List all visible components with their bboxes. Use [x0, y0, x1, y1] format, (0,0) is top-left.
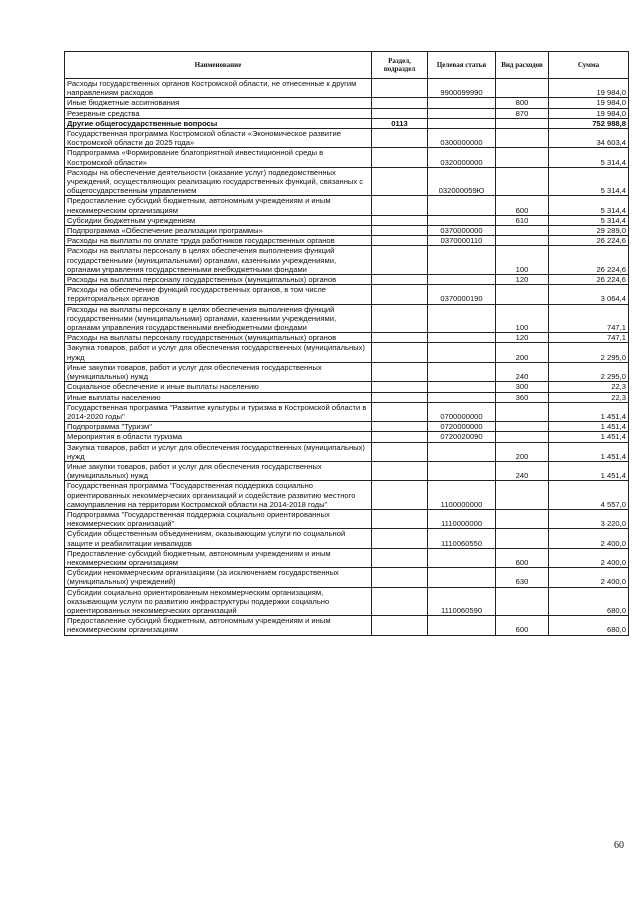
table-row [65, 79, 629, 98]
cell-target [428, 215, 496, 225]
cell-target [428, 442, 496, 461]
cell-kind [496, 432, 549, 442]
cell-name: Расходы на выплаты по оплате труда работников государственных органов [65, 236, 372, 246]
cell-kind [496, 118, 549, 128]
cell-sum: 1 451,4 [549, 402, 629, 421]
cell-kind: 200 [496, 442, 549, 461]
cell-name: Субсидии общественным объединениям, оказывающим услуги по социальной защите и реабилитации инвалидов [65, 529, 372, 548]
cell-kind: 240 [496, 362, 549, 381]
cell-sum: 34 603,4 [549, 129, 629, 148]
table-row [65, 422, 629, 432]
cell-target: 0370000190 [428, 285, 496, 304]
cell-section [372, 529, 428, 548]
cell-kind: 870 [496, 108, 549, 118]
cell-kind [496, 529, 549, 548]
cell-name: Закупка товаров, работ и услуг для обеспечения государственных (муниципальных) нужд [65, 442, 372, 461]
table-body [65, 79, 629, 636]
cell-kind [496, 509, 549, 528]
cell-name: Расходы на обеспечение деятельности (оказание услуг) подведомственных учреждений, осуществляющих реализацию государственных функций, связанных с общегосударственным управлением [65, 167, 372, 196]
cell-section [372, 98, 428, 108]
cell-name: Подпрограмма «Формирование благоприятной инвестиционной среды в Костромской области» [65, 148, 372, 167]
cell-target: 1110000000 [428, 509, 496, 528]
cell-kind: 120 [496, 333, 549, 343]
cell-target: 0700000000 [428, 402, 496, 421]
cell-section [372, 616, 428, 635]
cell-section [372, 509, 428, 528]
table-row [65, 616, 629, 635]
cell-name: Закупка товаров, работ и услуг для обеспечения государственных (муниципальных) нужд [65, 343, 372, 362]
cell-section: 0113 [372, 118, 428, 128]
cell-kind: 240 [496, 461, 549, 480]
cell-name: Расходы на выплаты персоналу государственных (муниципальных) органов [65, 333, 372, 343]
cell-sum: 680,0 [549, 587, 629, 616]
cell-section [372, 548, 428, 567]
page-number: 60 [614, 840, 624, 851]
cell-kind [496, 236, 549, 246]
table-row [65, 118, 629, 128]
table-row [65, 98, 629, 108]
cell-kind: 630 [496, 568, 549, 587]
cell-kind: 100 [496, 246, 549, 275]
cell-section [372, 432, 428, 442]
cell-sum: 22,3 [549, 392, 629, 402]
budget-table [64, 51, 629, 636]
cell-kind [496, 129, 549, 148]
cell-sum: 19 984,0 [549, 108, 629, 118]
table-row [65, 382, 629, 392]
cell-section [372, 196, 428, 215]
cell-target [428, 461, 496, 480]
cell-sum: 2 295,0 [549, 362, 629, 381]
header-target: Целевая статья [428, 52, 496, 79]
cell-name: Мероприятия в области туризма [65, 432, 372, 442]
cell-sum: 19 984,0 [549, 79, 629, 98]
table-row [65, 481, 629, 510]
cell-target [428, 304, 496, 333]
cell-section [372, 343, 428, 362]
cell-name: Предоставление субсидий бюджетным, автономным учреждениям и иным некоммерческим организациям [65, 616, 372, 635]
table-row [65, 285, 629, 304]
cell-target [428, 118, 496, 128]
cell-target: 1100000000 [428, 481, 496, 510]
cell-name: Подпрограмма "Государственная поддержка социально ориентированных некоммерческих организаций" [65, 509, 372, 528]
cell-section [372, 402, 428, 421]
cell-sum: 26 224,6 [549, 275, 629, 285]
cell-sum: 680,0 [549, 616, 629, 635]
table-row [65, 167, 629, 196]
header-kind: Вид расходов [496, 52, 549, 79]
table-row [65, 548, 629, 567]
cell-kind [496, 422, 549, 432]
table-row [65, 226, 629, 236]
cell-target [428, 108, 496, 118]
cell-target [428, 196, 496, 215]
cell-kind [496, 481, 549, 510]
header-name: Наименование [65, 52, 372, 79]
cell-kind: 360 [496, 392, 549, 402]
cell-sum: 4 557,0 [549, 481, 629, 510]
cell-kind [496, 79, 549, 98]
table-row [65, 246, 629, 275]
cell-name: Иные закупки товаров, работ и услуг для обеспечения государственных (муниципальных) нужд [65, 461, 372, 480]
cell-section [372, 215, 428, 225]
table-header-row [65, 52, 629, 79]
cell-name: Предоставление субсидий бюджетным, автономным учреждениям и иным некоммерческим организациям [65, 196, 372, 215]
header-section: Раздел, подраздел [372, 52, 428, 79]
cell-target: 1110060590 [428, 587, 496, 616]
cell-sum: 1 451,4 [549, 432, 629, 442]
table-row [65, 392, 629, 402]
cell-name: Предоставление субсидий бюджетным, автономным учреждениям и иным некоммерческим организациям [65, 548, 372, 567]
cell-name: Иные выплаты населению [65, 392, 372, 402]
cell-target [428, 333, 496, 343]
cell-name: Подпрограмма «Обеспечение реализации программы» [65, 226, 372, 236]
cell-name: Государственная программа Костромской области «Экономическое развитие Костромской области до 2025 года» [65, 129, 372, 148]
cell-name: Расходы государственных органов Костромской области, не отнесенные к другим направлениям расходов [65, 79, 372, 98]
cell-sum: 1 451,4 [549, 422, 629, 432]
cell-target [428, 382, 496, 392]
cell-section [372, 129, 428, 148]
cell-sum: 2 400,0 [549, 529, 629, 548]
cell-target: 0720000000 [428, 422, 496, 432]
cell-kind [496, 402, 549, 421]
cell-kind [496, 226, 549, 236]
cell-name: Субсидии некоммерческим организациям (за исключением государственных (муниципальных) учреждений) [65, 568, 372, 587]
cell-section [372, 442, 428, 461]
cell-name: Иные закупки товаров, работ и услуг для обеспечения государственных (муниципальных) нужд [65, 362, 372, 381]
cell-kind: 600 [496, 196, 549, 215]
cell-section [372, 304, 428, 333]
cell-name: Субсидии бюджетным учреждениям [65, 215, 372, 225]
cell-section [372, 481, 428, 510]
cell-name: Социальное обеспечение и иные выплаты населению [65, 382, 372, 392]
cell-kind: 600 [496, 616, 549, 635]
table-row [65, 108, 629, 118]
table-row [65, 148, 629, 167]
cell-section [372, 285, 428, 304]
table-row [65, 587, 629, 616]
cell-name: Расходы на выплаты персоналу в целях обеспечения выполнения функций государственными (муниципальными) органами, казенными учреждениями, органами управления государственными внебюджетными фондами [65, 246, 372, 275]
cell-target: 0370000110 [428, 236, 496, 246]
cell-name: Субсидии социально ориентированным некоммерческим организациям, оказывающим услуги по развитию инфраструктуры поддержки социально ориентированных некоммерческих организаций [65, 587, 372, 616]
cell-section [372, 79, 428, 98]
table-row [65, 529, 629, 548]
cell-kind [496, 285, 549, 304]
cell-name: Расходы на выплаты персоналу в целях обеспечения выполнения функций государственными (муниципальными) органами, казенными учреждениями, органами управления государственными внебюджетными фондами [65, 304, 372, 333]
cell-name: Расходы на обеспечение функций государственных органов, в том числе территориальных органов [65, 285, 372, 304]
cell-kind [496, 148, 549, 167]
cell-name: Иные бюджетные ассигнования [65, 98, 372, 108]
cell-sum: 1 451,4 [549, 461, 629, 480]
cell-target [428, 362, 496, 381]
cell-name: Государственная программа "Государственная поддержка социально ориентированных некоммерческих организаций и содействие развитию местного самоуправления на территории Костромской области на 2014-2018 годы" [65, 481, 372, 510]
cell-kind: 800 [496, 98, 549, 108]
table-row [65, 461, 629, 480]
cell-sum: 2 400,0 [549, 568, 629, 587]
table-row [65, 442, 629, 461]
cell-sum: 1 451,4 [549, 442, 629, 461]
cell-section [372, 422, 428, 432]
cell-target [428, 246, 496, 275]
cell-target: 0320000000 [428, 148, 496, 167]
cell-sum: 2 295,0 [549, 343, 629, 362]
cell-section [372, 236, 428, 246]
cell-section [372, 226, 428, 236]
cell-section [372, 333, 428, 343]
cell-sum: 29 289,0 [549, 226, 629, 236]
cell-target: 032000059Ю [428, 167, 496, 196]
cell-kind: 610 [496, 215, 549, 225]
table-row [65, 509, 629, 528]
table-row [65, 236, 629, 246]
cell-target [428, 616, 496, 635]
table-row [65, 129, 629, 148]
cell-target: 0720020090 [428, 432, 496, 442]
cell-kind: 300 [496, 382, 549, 392]
cell-section [372, 461, 428, 480]
cell-name: Государственная программа "Развитие культуры и туризма в Костромской области в 2014-2020 годы" [65, 402, 372, 421]
cell-section [372, 246, 428, 275]
cell-sum: 5 314,4 [549, 196, 629, 215]
cell-section [372, 568, 428, 587]
table-row [65, 215, 629, 225]
cell-sum: 3 220,0 [549, 509, 629, 528]
cell-section [372, 392, 428, 402]
cell-section [372, 382, 428, 392]
cell-sum: 747,1 [549, 333, 629, 343]
cell-target [428, 98, 496, 108]
cell-target: 0300000000 [428, 129, 496, 148]
cell-name: Другие общегосударственные вопросы [65, 118, 372, 128]
cell-section [372, 167, 428, 196]
cell-sum: 5 314,4 [549, 148, 629, 167]
cell-kind: 200 [496, 343, 549, 362]
cell-target [428, 275, 496, 285]
table-row [65, 304, 629, 333]
table-row [65, 432, 629, 442]
cell-kind: 100 [496, 304, 549, 333]
cell-target: 1110060550 [428, 529, 496, 548]
cell-sum: 2 400,0 [549, 548, 629, 567]
table-row [65, 402, 629, 421]
cell-section [372, 362, 428, 381]
cell-sum: 26 224,6 [549, 246, 629, 275]
header-sum: Сумма [549, 52, 629, 79]
cell-sum: 26 224,6 [549, 236, 629, 246]
cell-section [372, 275, 428, 285]
cell-kind [496, 167, 549, 196]
table-row [65, 333, 629, 343]
cell-name: Расходы на выплаты персоналу государственных (муниципальных) органов [65, 275, 372, 285]
cell-section [372, 148, 428, 167]
cell-section [372, 108, 428, 118]
cell-target [428, 568, 496, 587]
cell-name: Подпрограмма "Туризм" [65, 422, 372, 432]
cell-target: 9900099990 [428, 79, 496, 98]
cell-target [428, 343, 496, 362]
cell-kind [496, 587, 549, 616]
cell-kind: 120 [496, 275, 549, 285]
table-row [65, 362, 629, 381]
table-row [65, 568, 629, 587]
cell-target [428, 548, 496, 567]
cell-target: 0370000000 [428, 226, 496, 236]
cell-name: Резервные средства [65, 108, 372, 118]
cell-sum: 5 314,4 [549, 167, 629, 196]
cell-sum: 22,3 [549, 382, 629, 392]
table-row [65, 275, 629, 285]
cell-sum: 5 314,4 [549, 215, 629, 225]
cell-kind: 600 [496, 548, 549, 567]
cell-sum: 3 064,4 [549, 285, 629, 304]
cell-section [372, 587, 428, 616]
table-row [65, 343, 629, 362]
cell-target [428, 392, 496, 402]
cell-sum: 19 984,0 [549, 98, 629, 108]
cell-sum: 752 988,8 [549, 118, 629, 128]
table-row [65, 196, 629, 215]
cell-sum: 747,1 [549, 304, 629, 333]
budget-table-sheet [64, 51, 628, 636]
